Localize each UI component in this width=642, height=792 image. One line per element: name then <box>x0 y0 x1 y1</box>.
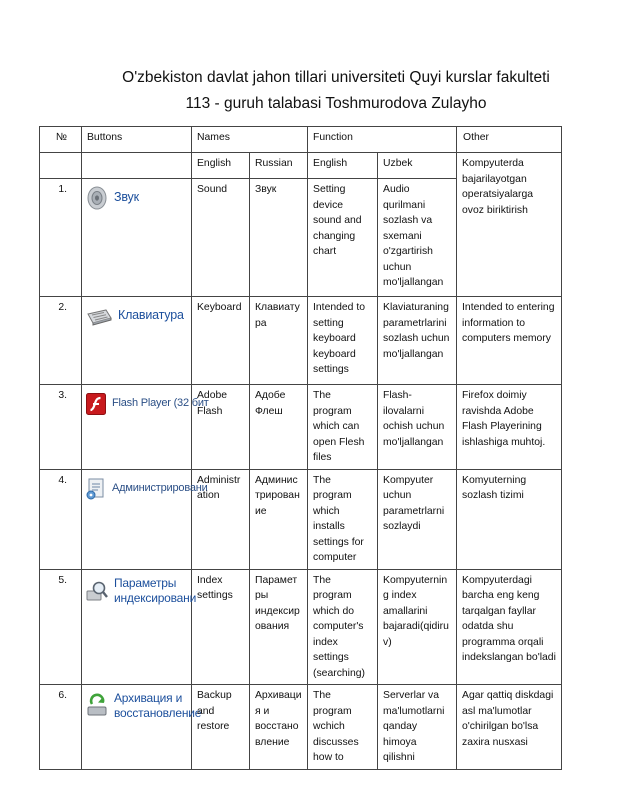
function-english: Setting device sound and changing chart <box>308 179 378 297</box>
name-russian: Администрирование <box>250 469 308 569</box>
name-russian: Клавиатура <box>250 297 308 385</box>
subheader-other: Kompyuterda bajarilayotgan operatsiyalarga ovoz biriktirish <box>457 153 562 297</box>
table-row <box>40 469 562 569</box>
name-russian: Адобе Флеш <box>250 385 308 470</box>
function-uzbek: Klaviaturaning parametrlarini sozlash uchun mo'ljallangan <box>378 297 457 385</box>
header-function: Function <box>308 127 457 153</box>
button-label: Архивация и восстановление <box>114 691 202 720</box>
keyboard-icon <box>86 306 112 326</box>
table-row <box>40 569 562 685</box>
button-label: Параметры индексировани <box>114 575 197 605</box>
subheader-empty <box>40 153 82 179</box>
speaker-icon <box>86 185 108 211</box>
document-subtitle: 113 - guruh talabasi Toshmurodova Zulayho <box>185 95 487 112</box>
other-info: Firefox doimiy ravishda Adobe Flash Playerining ishlashiga muhtoj. <box>457 385 562 470</box>
button-label: Клавиатура <box>118 308 184 323</box>
subheader-function-uzbek: Uzbek <box>378 153 457 179</box>
header-number: № <box>40 127 82 153</box>
table-row <box>40 297 562 385</box>
table-row <box>40 685 562 770</box>
button-label: Администрировани <box>112 481 208 494</box>
button-cell <box>82 685 202 770</box>
function-english: The program which installs settings for computer <box>308 469 378 569</box>
header-other: Other <box>457 127 562 153</box>
function-english: The program which do computer's index settings (searching) <box>308 569 378 685</box>
table-subheader-row <box>40 153 562 179</box>
other-info: Komyuterning sozlash tizimi <box>457 469 562 569</box>
button-cell <box>82 385 209 470</box>
name-english: Backup and restore <box>192 685 250 770</box>
table-row <box>40 385 562 470</box>
name-english: Sound <box>192 179 250 297</box>
other-info: Intended to entering information to computers memory <box>457 297 562 385</box>
row-number: 5. <box>40 569 82 685</box>
row-number: 2. <box>40 297 82 385</box>
backup-restore-icon <box>86 694 108 718</box>
button-cell <box>82 569 197 685</box>
function-uzbek: Audio qurilmani sozlash va sxemani o'zgartirish uchun mo'ljallangan <box>378 179 457 297</box>
document-title: O'zbekiston davlat jahon tillari universiteti Quyi kurslar fakulteti <box>122 69 550 86</box>
other-info: Agar qattiq diskdagi asl ma'lumotlar o'chirilgan bo'lsa zaxira nusxasi <box>457 685 562 770</box>
table-header-row <box>40 127 562 153</box>
subheader-empty <box>82 153 192 179</box>
name-english: Administration <box>192 469 250 569</box>
header-buttons: Buttons <box>82 127 192 153</box>
function-uzbek: Serverlar va ma'lumotlarni qanday himoya qilishni <box>378 685 457 770</box>
flash-player-icon <box>86 393 106 415</box>
row-number: 4. <box>40 469 82 569</box>
function-english: The program which can open Flesh files <box>308 385 378 470</box>
function-english: The program wchich discusses how to <box>308 685 378 770</box>
row-number: 3. <box>40 385 82 470</box>
buttons-table <box>39 126 562 770</box>
name-english: Keyboard <box>192 297 250 385</box>
name-russian: Параметры индексирования <box>250 569 308 685</box>
button-cell <box>82 297 192 385</box>
function-english: Intended to setting keyboard keyboard settings <box>308 297 378 385</box>
row-number: 1. <box>40 179 82 297</box>
name-english: Index settings <box>192 569 250 685</box>
other-info: Kompyuterdagi barcha eng keng tarqalgan fayllar odatda shu programma orqali indekslangan bo'ladi <box>457 569 562 685</box>
name-english: Adobe Flash <box>192 385 250 470</box>
name-russian: Звук <box>250 179 308 297</box>
button-cell <box>82 469 208 569</box>
button-label: Flash Player (32 бит <box>112 397 209 410</box>
indexing-options-icon <box>86 579 108 603</box>
row-number: 6. <box>40 685 82 770</box>
function-uzbek: Kompyuterning index amallarini bajaradi(qidiruv) <box>378 569 457 685</box>
subheader-function-english: English <box>308 153 378 179</box>
button-cell <box>82 179 192 297</box>
name-russian: Архивация и восстановление <box>250 685 308 770</box>
subheader-names-english: English <box>192 153 250 179</box>
function-uzbek: Kompyuter uchun parametrlarni sozlaydi <box>378 469 457 569</box>
button-label: Звук <box>114 190 139 205</box>
subheader-names-russian: Russian <box>250 153 308 179</box>
administration-icon <box>86 477 106 501</box>
function-uzbek: Flash-ilovalarni ochish uchun mo'ljallangan <box>378 385 457 470</box>
header-names: Names <box>192 127 308 153</box>
